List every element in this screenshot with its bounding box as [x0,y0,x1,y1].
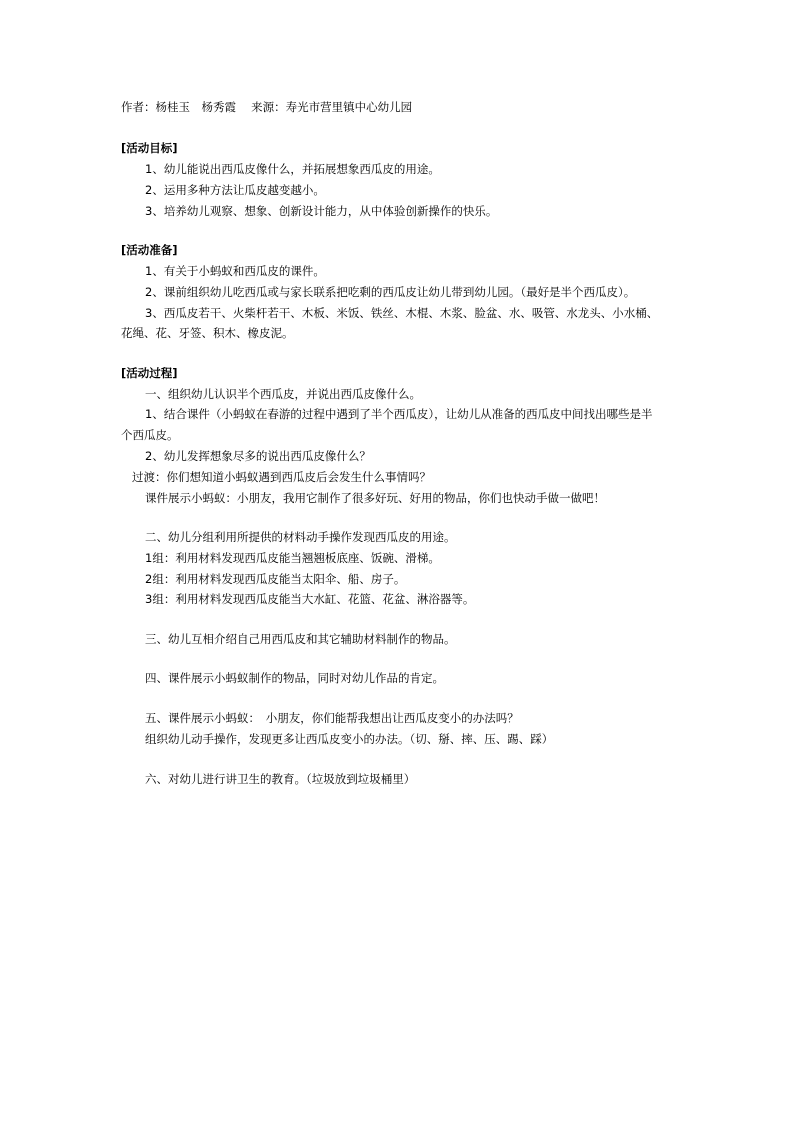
goals-item: 2、运用多种方法让瓜皮越变越小。 [145,183,325,197]
prep-heading: [活动准备] [121,243,178,257]
process-line: 2、幼儿发挥想象尽多的说出西瓜皮像什么？ [145,449,371,463]
process-step: 一、组织幼儿认识半个西瓜皮，并说出西瓜皮像什么。 [145,387,421,401]
byline: 作者：杨桂玉 杨秀霞 来源：寿光市营里镇中心幼儿园 [121,100,413,114]
prep-item: 2、课前组织幼儿吃西瓜或与家长联系把吃剩的西瓜皮让幼儿带到幼儿园。（最好是半个西瓜皮）。 [145,285,636,299]
group-line: 2组：利用材料发现西瓜皮能当太阳伞、船、房子。 [145,572,406,586]
prep-item-continuation: 花绳、花、牙签、积木、橡皮泥。 [121,326,294,340]
transition-line: 过渡：你们想知道小蚂蚁遇到西瓜皮后会发生什么事情吗？ [132,470,431,484]
process-step: 三、幼儿互相介绍自己用西瓜皮和其它辅助材料制作的物品。 [145,632,456,646]
process-heading: [活动过程] [121,366,178,380]
goals-item: 3、培养幼儿观察、想象、创新设计能力，从中体验创新操作的快乐。 [145,204,498,218]
prep-item: 1、有关于小蚂蚁和西瓜皮的课件。 [145,264,325,278]
goals-item: 1、幼儿能说出西瓜皮像什么，并拓展想象西瓜皮的用途。 [145,162,440,176]
group-line: 3组：利用材料发现西瓜皮能当大水缸、花篮、花盆、淋浴器等。 [145,592,475,606]
process-step: 四、课件展示小蚂蚁制作的物品，同时对幼儿作品的肯定。 [145,671,444,685]
group-line: 1组：利用材料发现西瓜皮能当翘翘板底座、饭碗、滑梯。 [145,551,440,565]
goals-heading: [活动目标] [121,141,178,155]
prep-item: 3、西瓜皮若干、火柴杆若干、木板、米饭、铁丝、木棍、木浆、脸盆、水、吸管、水龙头、小水桶、 [145,306,659,320]
process-line-continuation: 个西瓜皮。 [121,428,179,442]
process-line: 组织幼儿动手操作，发现更多让西瓜皮变小的办法。（切、掰、摔、压、踢、踩） [145,732,554,746]
process-line: 课件展示小蚂蚁：小朋友，我用它制作了很多好玩、好用的物品，你们也快动手做一做吧！ [145,491,605,505]
process-step: 五、课件展示小蚂蚁： 小朋友，你们能帮我想出让西瓜皮变小的办法吗？ [145,711,519,725]
process-step: 六、对幼儿进行讲卫生的教育。（垃圾放到垃圾桶里） [145,772,416,786]
process-line: 1、结合课件（小蚂蚁在春游的过程中遇到了半个西瓜皮），让幼儿从准备的西瓜皮中间找出哪些是半 [145,407,653,421]
process-step: 二、幼儿分组利用所提供的材料动手操作发现西瓜皮的用途。 [145,530,456,544]
